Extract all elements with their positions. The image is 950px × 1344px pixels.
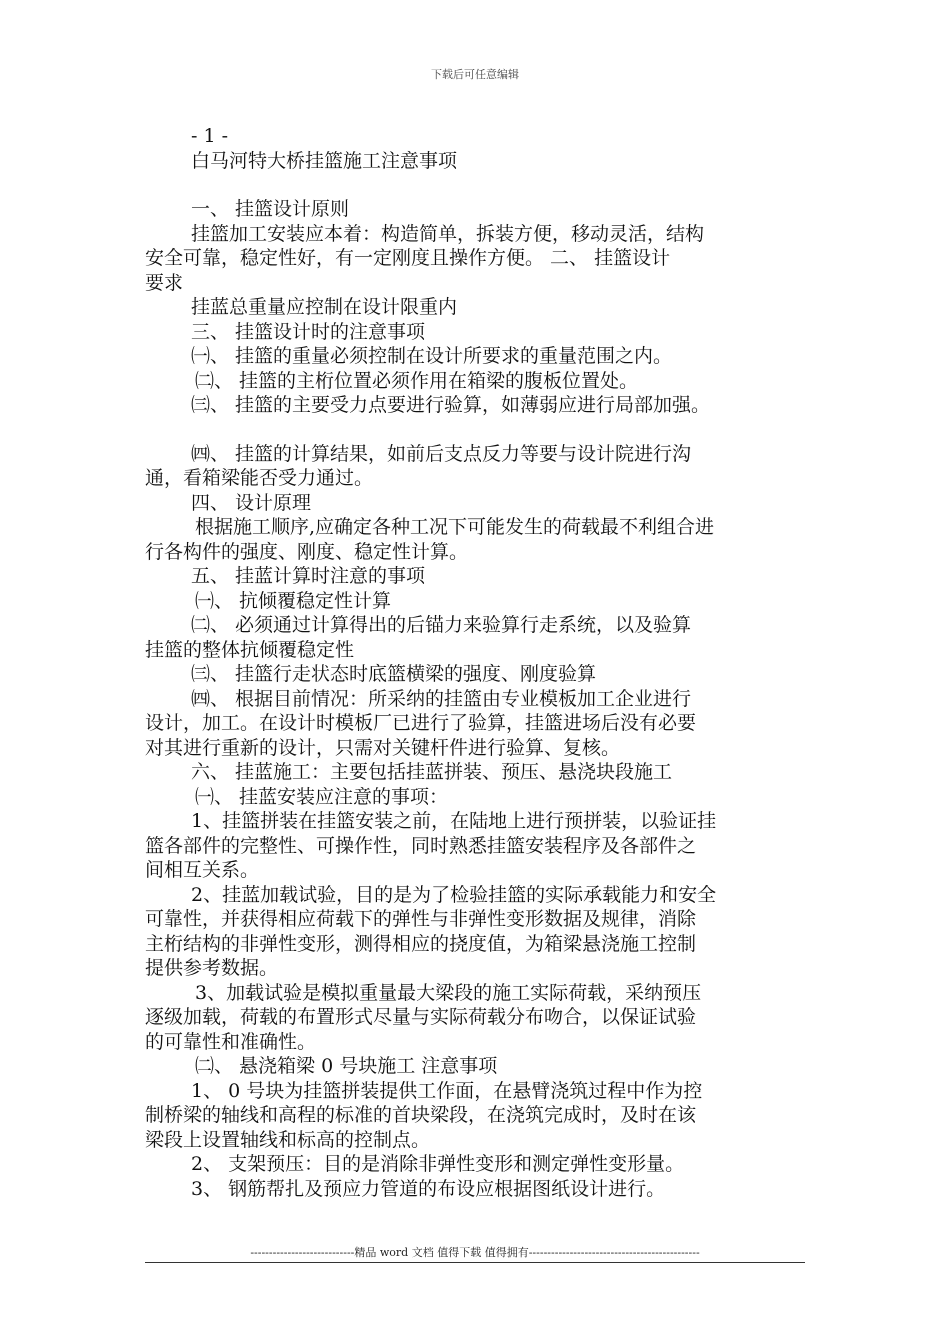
paragraph-line: 提供参考数据。 (145, 957, 279, 979)
paragraph-line: 可靠性，并获得相应荷载下的弹性与非弹性变形数据及规律，消除 (145, 908, 697, 930)
list-item: ㈠、 挂蓝安装应注意的事项： (195, 785, 449, 808)
list-item: ㈠、 抗倾覆稳定性计算 (195, 589, 392, 612)
paragraph-line: 2、挂蓝加载试验，目的是为了检验挂篮的实际承载能力和安全 (191, 883, 717, 906)
paragraph-line: 挂蓝总重量应控制在设计限重内 (191, 296, 458, 318)
paragraph-line: 篮各部件的完整性、可操作性，同时熟悉挂篮安装程序及各部件之 (145, 834, 697, 857)
list-item: ㈣、 根据目前情况：所采纳的挂篮由专业模板加工企业进行 (191, 687, 692, 710)
paragraph-line: 挂篮加工安装应本着：构造简单，拆装方便，移动灵活，结构 (191, 222, 705, 245)
section-heading: 五、 挂蓝计算时注意的事项 (191, 565, 426, 587)
footer-divider (145, 1262, 805, 1263)
paragraph-line: 根据施工顺序,应确定各种工况下可能发生的荷载最不利组合进 (195, 516, 715, 538)
document-title: 白马河特大桥挂篮施工注意事项 (191, 149, 458, 172)
list-item: ㈢、 挂篮的主要受力点要进行验算，如薄弱应进行局部加强。 (191, 394, 711, 416)
paragraph-line: 设计，加工。在设计时模板厂已进行了验算，挂篮进场后没有必要 (145, 712, 697, 734)
header-note: 下载后可任意编辑 (431, 68, 519, 81)
list-item: ㈢、 挂篮行走状态时底篮横梁的强度、刚度验算 (191, 663, 597, 685)
list-item: ㈡、 必须通过计算得出的后锚力来验算行走系统，以及验算 (191, 614, 692, 636)
paragraph-line: 主桁结构的非弹性变形，测得相应的挠度值，为箱梁悬浇施工控制 (145, 932, 697, 955)
section-heading: 一、 挂篮设计原则 (191, 198, 350, 220)
paragraph-line: 的可靠性和准确性。 (145, 1030, 317, 1053)
paragraph-line: 制桥梁的轴线和高程的标准的首块梁段，在浇筑完成时，及时在该 (145, 1104, 697, 1126)
footer-note: ----------------------------精品 word 文档 值得下载 值得拥有---------------------------------------------- (250, 1246, 700, 1259)
paragraph-line: 要求 (145, 271, 184, 294)
paragraph-line: 对其进行重新的设计，只需对关键杆件进行验算、复核。 (145, 736, 621, 759)
paragraph-line: 1、挂篮拼装在挂篮安装之前，在陆地上进行预拼装，以验证挂 (191, 810, 717, 832)
paragraph-line: 通，看箱梁能否受力通过。 (145, 467, 374, 489)
section-heading: 四、 设计原理 (191, 491, 312, 514)
paragraph-line: 挂篮的整体抗倾覆稳定性 (145, 638, 355, 661)
list-item: ㈡、 挂篮的主桁位置必须作用在箱梁的腹板位置处。 (195, 369, 639, 392)
paragraph-line: 3、 钢筋帮扎及预应力管道的布设应根据图纸设计进行。 (191, 1177, 666, 1200)
blank-line (145, 418, 820, 442)
section-heading: 六、 挂蓝施工：主要包括挂蓝拼装、预压、悬浇块段施工 (191, 761, 673, 783)
blank-line (145, 173, 820, 197)
list-item: ㈠、 挂篮的重量必须控制在设计所要求的重量范围之内。 (191, 345, 673, 367)
list-item: ㈡、 悬浇箱梁 0 号块施工 注意事项 (195, 1055, 498, 1077)
document-body (145, 124, 820, 1201)
paragraph-line: 1、 0 号块为挂篮拼装提供工作面，在悬臂浇筑过程中作为控 (191, 1079, 703, 1102)
paragraph-line: 间相互关系。 (145, 859, 260, 881)
paragraph-line: 3、加载试验是模拟重量最大梁段的施工实际荷载，采纳预压 (195, 981, 702, 1004)
paragraph-line: 2、 支架预压：目的是消除非弹性变形和测定弹性变形量。 (191, 1153, 685, 1175)
list-item: ㈣、 挂篮的计算结果，如前后支点反力等要与设计院进行沟 (191, 442, 692, 465)
section-heading: 三、 挂篮设计时的注意事项 (191, 320, 426, 343)
page-number: - 1 - (191, 125, 229, 147)
paragraph-line: 行各构件的强度、刚度、稳定性计算。 (145, 540, 469, 563)
paragraph-line: 安全可靠，稳定性好，有一定刚度且操作方便。 二、 挂篮设计 (145, 247, 671, 269)
paragraph-line: 梁段上设置轴线和标高的控制点。 (145, 1128, 431, 1151)
paragraph-line: 逐级加载，荷载的布置形式尽量与实际荷载分布吻合，以保证试验 (145, 1006, 697, 1028)
